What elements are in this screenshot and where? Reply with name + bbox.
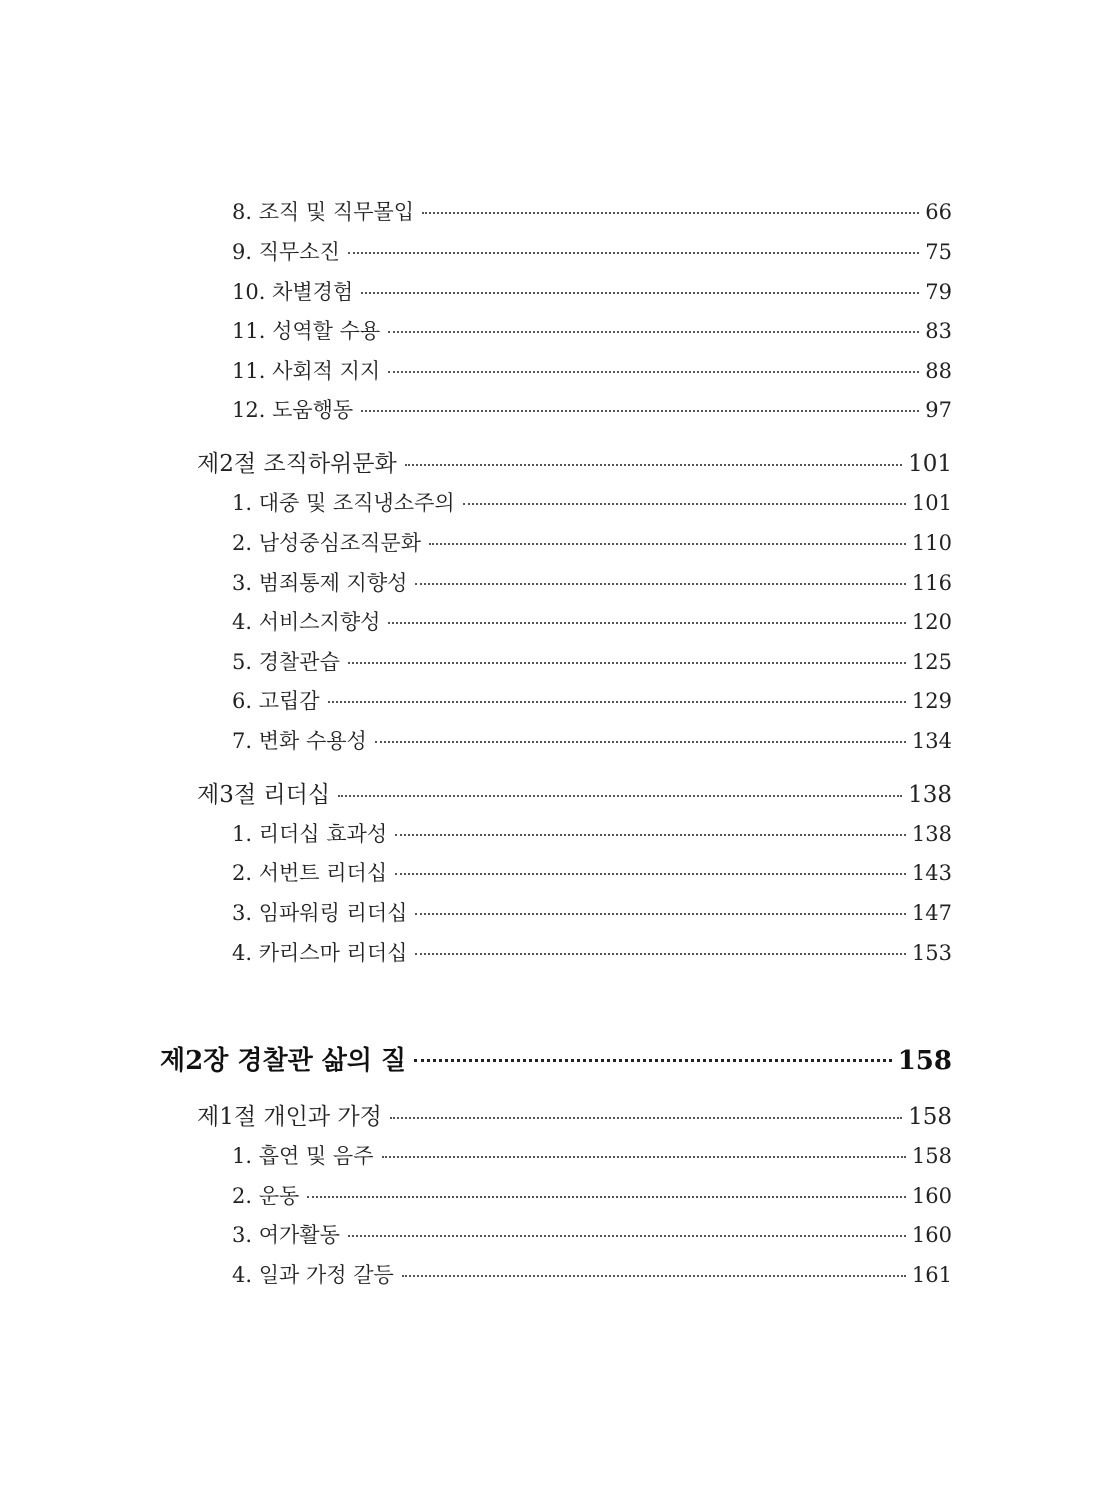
toc-item-row [232,1140,952,1170]
toc-entry-title: 1. 흡연 및 음주 [232,1144,374,1168]
toc-entry-title: 11. 성역할 수용 [232,319,381,343]
toc-item-row [232,1259,952,1289]
toc-page-number: 97 [925,398,952,422]
toc-entry-title: 2. 남성중심조직문화 [232,531,421,555]
toc-entry-title: 8. 조직 및 직무몰입 [232,200,415,224]
toc-entry-title: 4. 서비스지향성 [232,610,381,634]
toc-page-number: 129 [911,689,952,713]
dot-leader [361,410,919,412]
toc-page-number: 147 [911,901,952,925]
toc-page-number: 138 [908,782,952,808]
dot-leader [328,701,906,703]
toc-page-number: 160 [911,1223,952,1247]
toc-page-number: 158 [911,1144,952,1168]
toc-page-number: 143 [911,861,952,885]
toc-page-number: 138 [911,822,952,846]
toc-entry-title: 12. 도움행동 [232,398,354,422]
toc-item-row [232,236,952,266]
toc-entry-title: 3. 임파워링 리더십 [232,901,408,925]
dot-leader [348,1235,906,1237]
toc-entry-title: 제3절 리더십 [197,782,331,808]
dot-leader [415,953,906,955]
toc-page-number: 75 [925,240,952,264]
toc-entry-title: 1. 리더십 효과성 [232,822,388,846]
toc-page-number: 158 [908,1104,952,1130]
toc-item-row [232,196,952,226]
toc-entry-title: 11. 사회적 지지 [232,359,381,383]
toc-page-number: 134 [911,729,952,753]
dot-leader [395,834,906,836]
dot-leader [375,741,906,743]
toc-page-number: 161 [911,1263,952,1287]
toc-page-number: 83 [925,319,952,343]
toc-page-number: 101 [911,491,952,515]
dot-leader [463,503,906,505]
toc-section-row [197,445,952,478]
dot-leader [338,795,902,797]
toc-item-row [232,276,952,306]
toc-entry-title: 3. 범죄통제 지향성 [232,571,408,595]
toc-item-row [232,725,952,755]
toc-page-number: 101 [908,451,952,477]
toc-item-row [232,394,952,424]
toc-page-number: 125 [911,650,952,674]
toc-page-number: 153 [911,941,952,965]
dot-leader [395,873,906,875]
toc-item-row [232,355,952,385]
toc-item-row [232,897,952,927]
dot-leader [388,371,919,373]
toc-item-row [232,685,952,715]
toc-section-row [197,1098,952,1131]
dot-leader [422,212,919,214]
toc-chapter-row [160,1040,952,1077]
dot-leader [415,583,906,585]
toc-page-number: 79 [925,280,952,304]
toc-item-row [232,1219,952,1249]
dot-leader [361,292,919,294]
toc-entry-title: 2. 서번트 리더십 [232,861,388,885]
toc-page-number: 116 [911,571,952,595]
toc-item-row [232,1180,952,1210]
toc-item-row [232,487,952,517]
dot-leader [388,622,905,624]
toc-page-number: 158 [897,1046,952,1076]
toc-section-row [197,776,952,809]
toc-entry-title: 10. 차별경험 [232,280,354,304]
toc-entry-title: 4. 카리스마 리더십 [232,941,408,965]
toc-page-number: 88 [925,359,952,383]
toc-entry-title: 3. 여가활동 [232,1223,340,1247]
toc-page-number: 120 [911,610,952,634]
toc-entry-title: 4. 일과 가정 갈등 [232,1263,394,1287]
dot-leader [382,1156,906,1158]
toc-item-row [232,646,952,676]
dot-leader [388,331,919,333]
toc-entry-title: 7. 변화 수용성 [232,729,367,753]
toc-item-row [232,937,952,967]
dot-leader [414,1059,892,1062]
dot-leader [348,662,906,664]
dot-leader [402,1275,906,1277]
dot-leader [307,1196,906,1198]
toc-item-row [232,606,952,636]
dot-leader [415,913,906,915]
toc-item-row [232,527,952,557]
dot-leader [429,543,906,545]
toc-page-number: 66 [925,200,952,224]
toc-page-number: 110 [911,531,952,555]
dot-leader [348,252,919,254]
toc-item-row [232,315,952,345]
toc-entry-title: 제2장 경찰관 삶의 질 [160,1046,407,1076]
toc-entry-title: 제1절 개인과 가정 [197,1104,382,1130]
dot-leader [390,1117,902,1119]
dot-leader [405,464,902,466]
toc-entry-title: 5. 경찰관습 [232,650,340,674]
toc-item-row [232,567,952,597]
toc-entry-title: 제2절 조직하위문화 [197,451,397,477]
toc-entry-title: 1. 대중 및 조직냉소주의 [232,491,455,515]
toc-entry-title: 6. 고립감 [232,689,320,713]
toc-entry-title: 2. 운동 [232,1184,300,1208]
toc-entry-title: 9. 직무소진 [232,240,340,264]
toc-item-row [232,857,952,887]
toc-page-number: 160 [911,1184,952,1208]
toc-item-row [232,818,952,848]
